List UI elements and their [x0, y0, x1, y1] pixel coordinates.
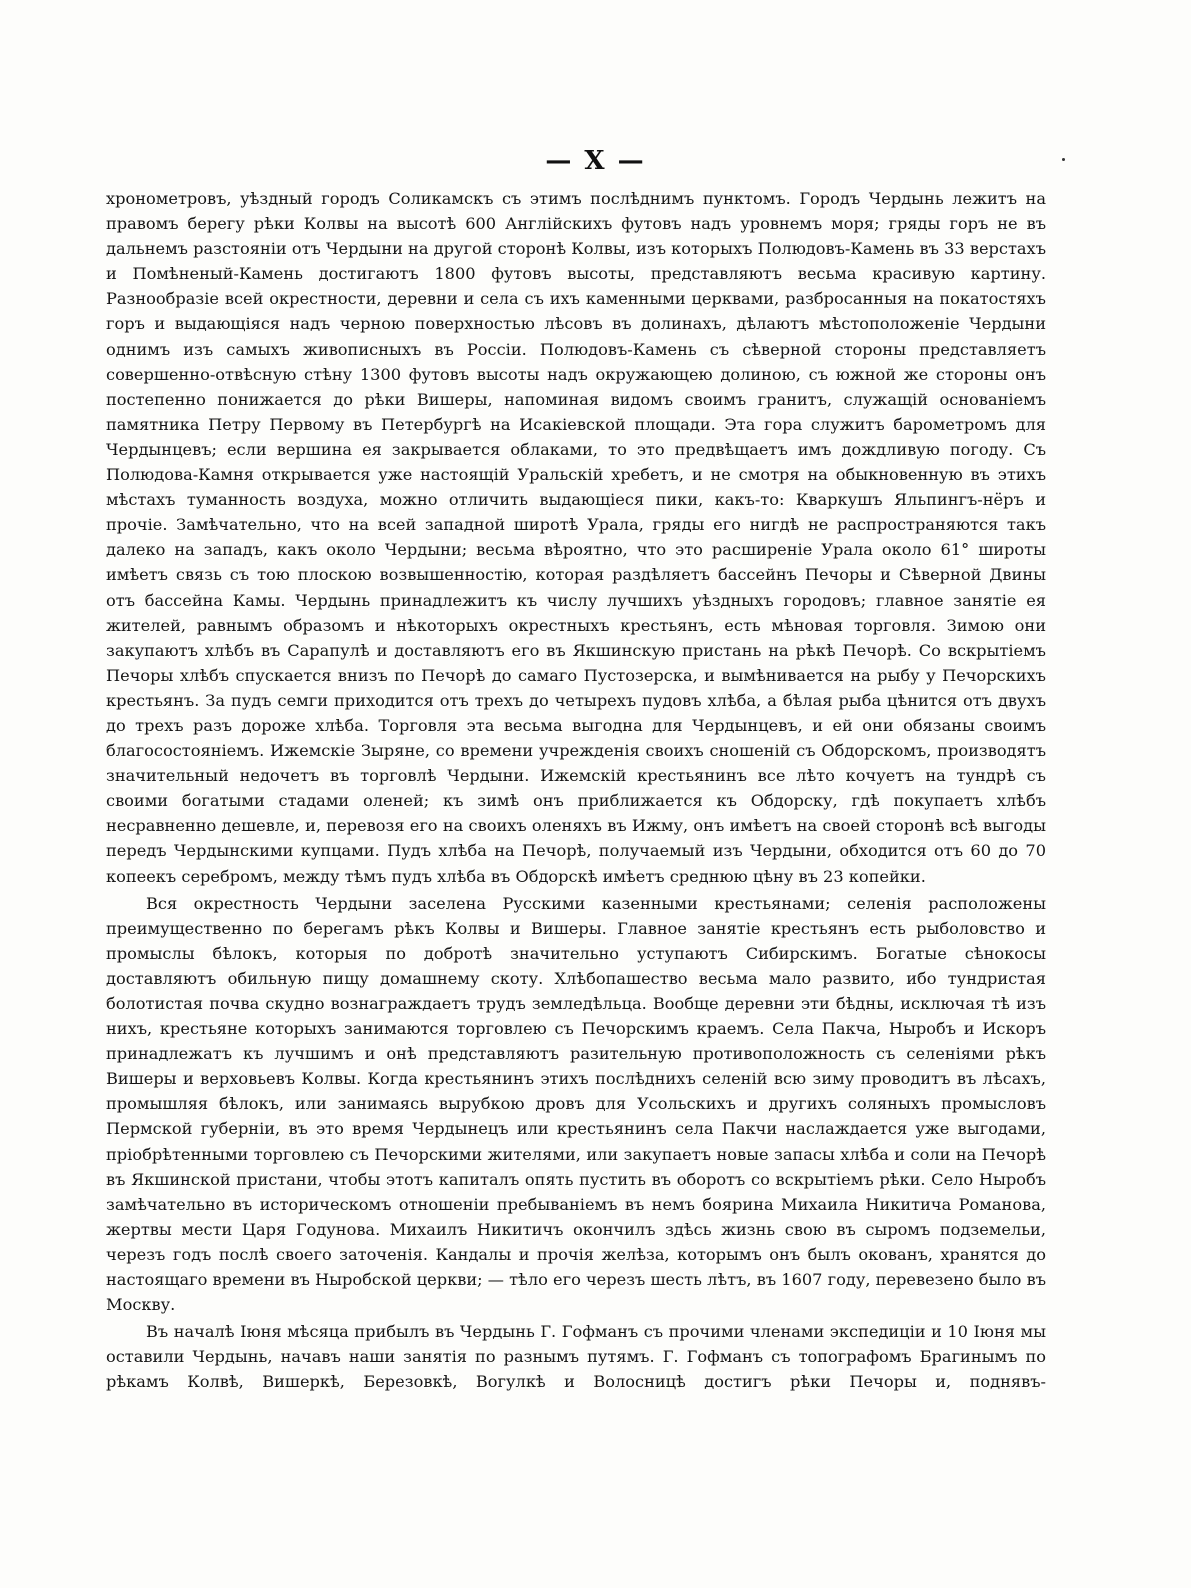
page-number-header: — X — [545, 146, 646, 176]
print-speck [1062, 158, 1065, 161]
paragraph: Вся окрестность Чердыни заселена Русскими казенными крестьянами; селенія расположены преимущественно по берегамъ рѣкъ Колвы и Вишеры. Главное занятіе крестьянъ есть рыболовство и промыслы бѣлокъ, которыя по добротѣ значительно уступаютъ Сибирскимъ. Богатые сѣнокосы доставляютъ обильную пищу домашнему скоту. Хлѣбопашество весьма мало развито, ибо тундристая болотистая почва скудно вознаграждаетъ трудъ земледѣльца. Вообще деревни эти бѣдны, исключая тѣ изъ нихъ, крестьяне которыхъ занимаются торговлею съ Печорскимъ краемъ. Села Пакча, Ныробъ и Искоръ принадлежатъ къ лучшимъ и онѣ представляютъ разительную противоположность съ селеніями рѣкъ Вишеры и верховьевъ Колвы. Когда крестьянинъ этихъ послѣднихъ селеній всю зиму проводитъ въ лѣсахъ, промышляя бѣлокъ, или занимаясь вырубкою дровъ для Усольскихъ и другихъ соляныхъ промысловъ Пермской губерніи, въ это время Чердынецъ или крестьянинъ села Пакчи наслаждается уже выгодами, пріобрѣтенными торговлею съ Печорскими жителями, или закупаетъ новые запасы хлѣба и соли на Печорѣ въ Якшинской пристани, чтобы этотъ капиталъ опять пустить въ оборотъ со вскрытіемъ рѣки. Село Ныробъ замѣчательно въ историческомъ отношеніи пребываніемъ въ немъ боярина Михаила Никитича Романова, жертвы мести Царя Годунова. Михаилъ Никитичъ окончилъ здѣсь жизнь свою въ сыромъ подземельи, черезъ годъ послѣ своего заточенія. Кандалы и прочія желѣза, которымъ онъ былъ окованъ, хранятся до настоящаго времени въ Ныробской церкви; — тѣло его черезъ шесть лѣтъ, въ 1607 году, перевезено было въ Москву. [106, 893, 1046, 1315]
page-body [106, 186, 1046, 1395]
paragraph: хронометровъ, уѣздный городъ Соликамскъ съ этимъ послѣднимъ пунктомъ. Городъ Чердынь лежитъ на правомъ берегу рѣки Колвы на высотѣ 600 Англійскихъ футовъ надъ уровнемъ моря; гряды горъ не въ дальнемъ разстояніи отъ Чердыни на другой сторонѣ Колвы, изъ которыхъ Полюдовъ-Камень въ 33 верстахъ и Помѣненый-Камень достигаютъ 1800 футовъ высоты, представляютъ весьма красивую картину. Разнообразіе всей окрестности, деревни и села съ ихъ каменными церквами, разбросанныя на покатостяхъ горъ и выдающіяся надъ черною поверхностью лѣсовъ въ долинахъ, дѣлаютъ мѣстоположеніе Чердыни однимъ изъ самыхъ живописныхъ въ Россіи. Полюдовъ-Камень съ сѣверной стороны представляетъ совершенно-отвѣсную стѣну 1300 футовъ высоты надъ окружающею долиною, съ южной же стороны онъ постепенно понижается до рѣки Вишеры, напоминая видомъ своимъ гранитъ, служащій основаніемъ памятника Петру Первому въ Петербургѣ на Исакіевской площади. Эта гора служитъ барометромъ для Чердынцевъ; если вершина ея закрывается облаками, то это предвѣщаетъ имъ дождливую погоду. Съ Полюдова-Камня открывается уже настоящій Уральскій хребетъ, и не смотря на обыкновенную въ этихъ мѣстахъ туманность воздуха, можно отличить выдающіеся пики, какъ-то: Кваркушъ Яльпингъ-нёръ и прочіе. Замѣчательно, что на всей западной широтѣ Урала, гряды его нигдѣ не распространяются такъ далеко на западъ, какъ около Чердыни; весьма вѣроятно, что это расширеніе Урала около 61° широты имѣетъ связь съ тою плоскою возвышенностію, которая раздѣляетъ бассейнъ Печоры и Сѣверной Двины отъ бассейна Камы. Чердынь принадлежитъ къ числу лучшихъ уѣздныхъ городовъ; главное занятіе ея жителей, равнымъ образомъ и нѣкоторыхъ окрестныхъ крестьянъ, есть мѣновая торговля. Зимою они закупаютъ хлѣбъ въ Сарапулѣ и доставляютъ его въ Якшинскую пристань на рѣкѣ Печорѣ. Со вскрытіемъ Печоры хлѣбъ спускается внизъ по Печорѣ до самаго Пустозерска, и вымѣнивается на рыбу у Печорскихъ крестьянъ. За пудъ семги приходится отъ трехъ до четырехъ пудовъ хлѣба, а бѣлая рыба цѣнится отъ двухъ до трехъ разъ дороже хлѣба. Торговля эта весьма выгодна для Чердынцевъ, и ей они обязаны своимъ благосостояніемъ. Ижемскіе Зыряне, со времени учрежденія своихъ сношеній съ Обдорскомъ, производятъ значительный недочетъ въ торговлѣ Чердыни. Ижемскій крестьянинъ все лѣто кочуетъ на тундрѣ съ своими богатыми стадами оленей; къ зимѣ онъ приближается къ Обдорску, гдѣ покупаетъ хлѣбъ несравненно дешевле, и, перевозя его на своихъ оленяхъ въ Ижму, онъ имѣетъ на своей сторонѣ всѣ выгоды передъ Чердынскими купцами. Пудъ хлѣба на Печорѣ, получаемый изъ Чердыни, обходится отъ 60 до 70 копеекъ серебромъ, между тѣмъ пудъ хлѣба въ Обдорскѣ имѣетъ среднюю цѣну въ 23 копейки. [106, 189, 1046, 886]
paragraph: Въ началѣ Іюня мѣсяца прибылъ въ Чердынь Г. Гофманъ съ прочими членами экспедиціи и 10 Іюня мы оставили Чердынь, начавъ наши занятія по разнымъ путямъ. Г. Гофманъ съ топографомъ Брагинымъ по рѣкамъ Колвѣ, Вишеркѣ, Березовкѣ, Вогулкѣ и Волосницѣ достигъ рѣки Печоры и, поднявъ- [106, 1322, 1046, 1392]
